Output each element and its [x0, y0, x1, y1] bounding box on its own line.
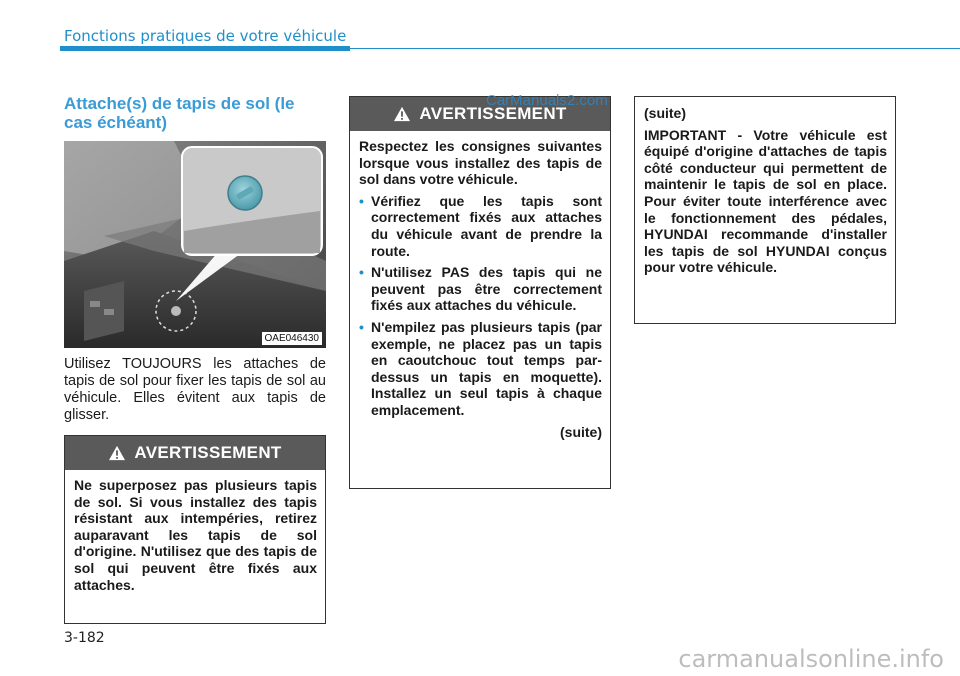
intro-paragraph: Utilisez TOUJOURS les attaches de tapis de sol pour fixer les tapis de sol au véhicule. Elles évitent aux tapis de glisser. — [64, 356, 326, 423]
bullet-text: N'empilez pas plusieurs tapis (par exemple, ne placez pas un tapis en caoutchouc tout temps par-dessus un tapis en moquette). Installez un seul tapis à chaque emplacement. — [371, 318, 602, 418]
warning-box-3 — [634, 96, 896, 324]
header-title: Fonctions pratiques de votre véhicule — [64, 27, 347, 45]
warning-heading: AVERTISSEMENT — [419, 104, 567, 123]
warning-box-1 — [64, 435, 326, 624]
watermark-top: CarManuals2.com — [486, 92, 608, 109]
page-number: 3-182 — [64, 630, 105, 646]
warning-intro: Respectez les consignes suivantes lorsque vous installez des tapis de sol dans votre véhicule. — [359, 138, 602, 188]
warning-bullet — [359, 319, 602, 419]
bullet-dot-icon: • — [359, 264, 364, 281]
header-rule-thick — [60, 46, 350, 51]
warning-header — [65, 436, 325, 470]
warning-box-2 — [349, 96, 611, 489]
bullet-text: N'utilisez PAS des tapis qui ne peuvent pas être correctement fixés aux attaches du véhicule. — [371, 264, 602, 314]
floor-mat-anchor-illustration — [64, 141, 326, 348]
warning-text: IMPORTANT - Votre véhicule est équipé d'origine d'attaches de tapis côté conducteur qui permettent de maintenir le tapis de sol en place. Pour éviter toute interférence avec le fonctionnement des pédales, HYUNDAI recommande d'installer les tapis de sol HYUNDAI conçus pour votre véhicule. — [644, 126, 887, 276]
warning-heading: AVERTISSEMENT — [134, 443, 282, 462]
bullet-dot-icon: • — [359, 318, 364, 335]
header-rule-thin — [350, 48, 960, 49]
continued-label: (suite) — [644, 105, 686, 121]
warning-triangle-icon — [108, 445, 126, 461]
warning-text: Ne superposez pas plusieurs tapis de sol. Si vous installez des tapis résistant aux intempéries, retirez auparavant les tapis de sol d'origine. N'utilisez que des tapis de sol qui peuvent être fixés aux attaches. — [74, 477, 317, 593]
continued-label: (suite) — [560, 423, 602, 440]
bullet-dot-icon: • — [359, 192, 364, 209]
floor-mat-anchor-figure — [64, 141, 326, 348]
warning-bullet — [359, 193, 602, 259]
warning-bullet — [359, 264, 602, 314]
bullet-text: Vérifiez que les tapis sont correctement fixés aux attaches du véhicule avant de prendre la route. — [371, 192, 602, 259]
section-title: Attache(s) de tapis de sol (le cas échéant) — [64, 94, 295, 132]
watermark-bottom: carmanualsonline.info — [678, 645, 944, 673]
warning-triangle-icon — [393, 106, 411, 122]
figure-code: OAE046430 — [262, 332, 323, 345]
